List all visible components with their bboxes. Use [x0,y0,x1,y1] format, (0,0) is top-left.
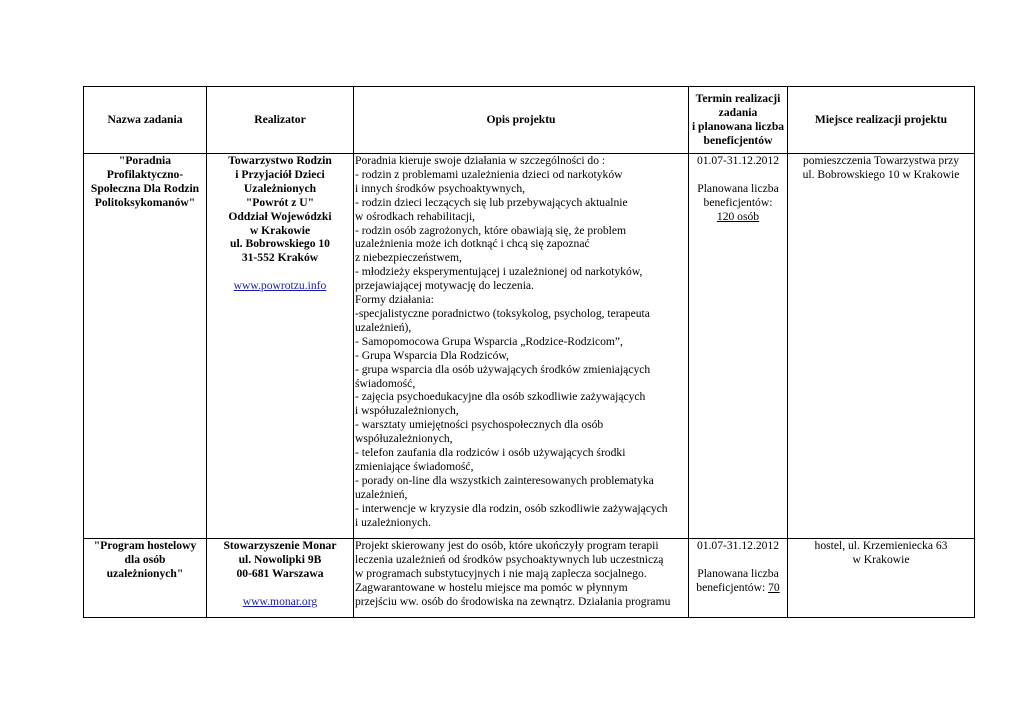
description-line: z niebezpieczeństwem, [355,251,462,265]
description-line: - rodzin z problemami uzależnienia dzieci od narkotyków [355,167,623,181]
description-line: i innych środków psychoaktywnych, [355,181,526,195]
task-name-line: dla osób [124,552,166,566]
place-cell [788,154,975,539]
table-row [84,539,975,618]
term-label-line [690,581,786,595]
header-term-line: beneficjentów [703,133,773,147]
description-line: uzależnienia może ich dotknąć i chcą się zapoznać [355,237,590,251]
term-cell [689,539,788,618]
description-line: uzależnień), [355,320,412,334]
place-line: hostel, ul. Krzemieniecka 63 [814,539,948,552]
term-date: 01.07-31.12.2012 [696,154,780,167]
realizer-line: w Krakowie [249,223,311,237]
task-name-line: Profilaktyczno- [106,167,184,181]
description-line: i współuzależnionych, [355,404,459,418]
term-date: 01.07-31.12.2012 [696,539,780,552]
description-line: - interwencje w kryzysie dla rodzin, osób szkodliwie zażywających [355,501,668,515]
header-term-line: zadania [718,106,758,120]
term-label-line: Planowana liczba [697,181,779,195]
term-cell [689,154,788,539]
description-line: - warsztaty umiejętności psychospołecznych dla osób [355,418,604,432]
description-line: - rodzin osób zagrożonych, które obawiają się, że problem [355,223,627,237]
task-name-line: Społeczna Dla Rodzin [90,181,200,195]
header-place: Miejsce realizacji projektu [788,87,975,154]
description-line: współuzależnionych, [355,432,453,446]
realizer-line: ul. Nowolipki 9B [238,552,322,566]
description-line: - zajęcia psychoedukacyjne dla osób szkodliwie zażywających [355,390,646,404]
description-line: w programach substytucyjnych i nie mają zaplecza socjalnego. [355,566,647,580]
projects-table [83,86,975,618]
task-name-cell [84,539,207,618]
term-label-line: beneficjentów: [703,195,773,209]
description-line: świadomość, [355,376,416,390]
description-line: i uzależnionych. [355,515,431,529]
realizer-line: 31-552 Kraków [241,251,319,265]
place-line: w Krakowie [852,552,910,566]
description-line: uzależnień, [355,487,408,501]
description-line: - rodzin dzieci leczących się lub przebywających aktualnie [355,195,628,209]
realizer-website-link[interactable]: www.powrotzu.info [233,279,327,293]
realizer-line: Stowarzyszenie Monar [223,539,337,552]
table-row [84,154,975,539]
header-term-line: i planowana liczba [691,120,785,133]
beneficiaries-count: 70 [768,580,780,594]
header-term [689,87,788,154]
place-line: pomieszczenia Towarzystwa przy [802,154,960,167]
description-line: przejawiającej motywację do leczenia. [355,279,534,293]
header-description: Opis projektu [354,87,689,154]
header-term-line: Termin realizacji [695,92,781,106]
realizer-line: Uzależnionych [243,181,317,195]
task-name-cell [84,154,207,539]
description-line: zmieniające świadomość, [355,459,474,473]
task-name-line: "Program hostelowy [93,539,197,552]
realizer-cell [207,539,354,618]
description-line: - grupa wsparcia dla osób używających środków zmieniających [355,362,651,376]
realizer-line: "Powrót z U" [245,195,315,209]
beneficiaries-count: 120 osób [716,209,760,223]
header-row [84,87,975,154]
task-name-line: "Poradnia [118,154,172,167]
task-name-line: Politoksykomanów" [94,195,196,209]
description-line: - porady on-line dla wszystkich zainteresowanych problematyka [355,473,654,487]
description-cell [354,539,689,618]
description-line: - telefon zaufania dla rodziców i osób używających środki [355,446,626,460]
description-line: -specjalistyczne poradnictwo (toksykolog, psycholog, terapeuta [355,306,650,320]
header-task-name: Nazwa zadania [84,87,207,154]
description-line: Projekt skierowany jest do osób, które ukończyły program terapii [355,539,659,552]
header-realizer: Realizator [207,87,354,154]
realizer-line: Oddział Wojewódzki [228,209,332,223]
realizer-website-link[interactable]: www.monar.org [242,594,318,608]
description-line: przejściu ww. osób do środowiska na zewnątrz. Działania programu [355,594,671,608]
description-line: - młodzieży eksperymentującej i uzależnionej od narkotyków, [355,265,643,279]
task-name-line: uzależnionych" [106,566,184,580]
description-line: leczenia uzależnień od środków psychoaktywnych lub uczestniczą [355,552,664,566]
description-line: - Samopomocowa Grupa Wsparcia „Rodzice-Rodzicom”, [355,334,623,348]
term-label-inline: beneficjentów: [696,580,769,594]
description-line: Poradnia kieruje swoje działania w szczególności do : [355,154,606,167]
realizer-line: 00-681 Warszawa [236,566,324,580]
description-line: w ośrodkach rehabilitacji, [355,209,476,223]
realizer-line: i Przyjaciół Dzieci [235,167,325,181]
description-line: - Grupa Wsparcia Dla Rodziców, [355,348,509,362]
realizer-cell [207,154,354,539]
realizer-line: ul. Bobrowskiego 10 [230,237,330,251]
realizer-line: Towarzystwo Rodzin [228,154,332,167]
place-cell [788,539,975,618]
term-label-line: Planowana liczba [697,566,779,580]
description-cell [354,154,689,539]
description-line: Formy działania: [355,293,434,307]
description-line: Zagwarantowane w hostelu miejsce ma pomóc w płynnym [355,580,628,594]
place-line: ul. Bobrowskiego 10 w Krakowie [802,167,960,181]
